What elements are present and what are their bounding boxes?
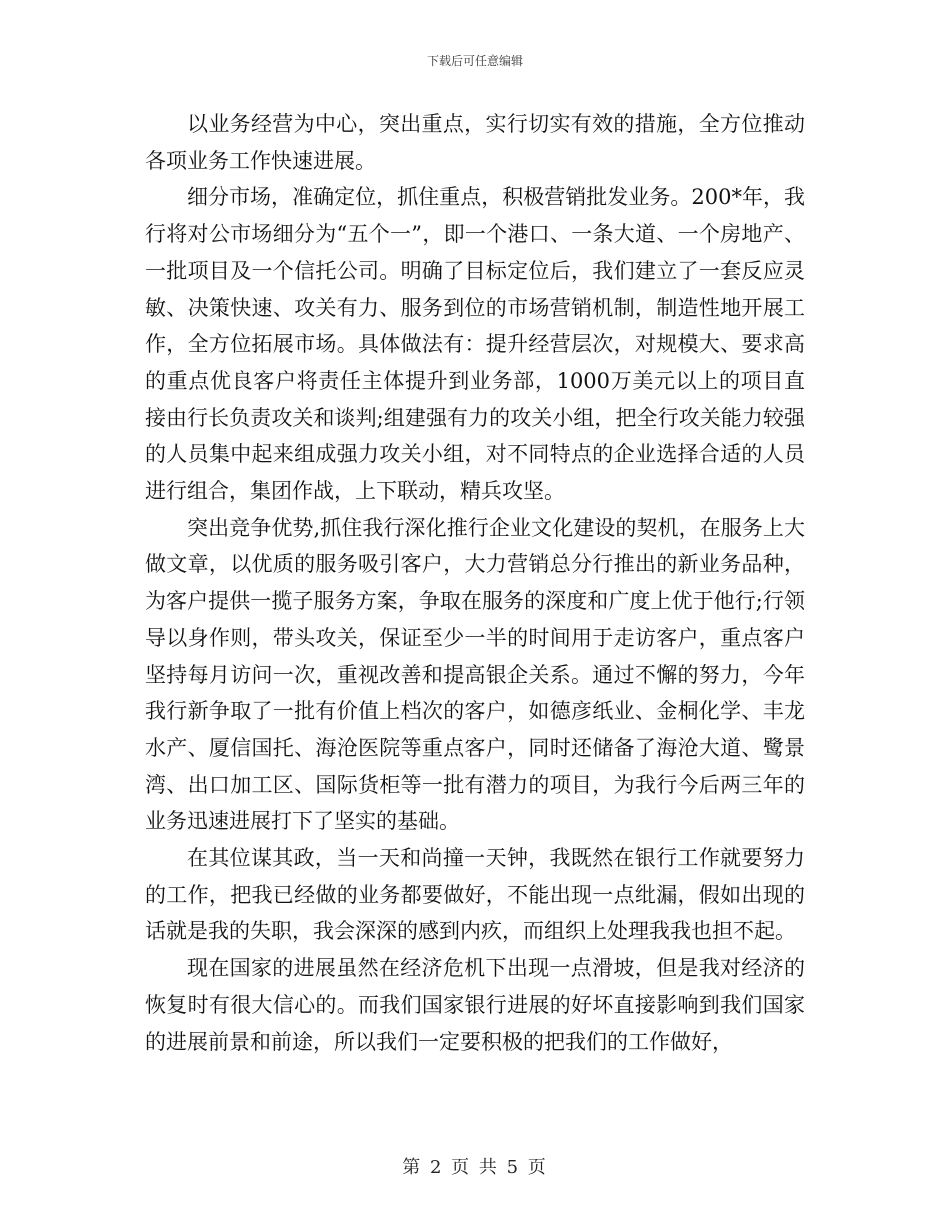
paragraph-3: 突出竞争优势,抓住我行深化推行企业文化建设的契机，在服务上大做文章，以优质的服务吸引客户，大力营销总分行推出的新业务品种，为客户提供一揽子服务方案，争取在服务的深度和广度上优于他行;行领导以身作则，带头攻关，保证至少一半的时间用于走访客户，重点客户坚持每月访问一次，重视改善和提高银企关系。通过不懈的努力，今年我行新争取了一批有价值上档次的客户，如德彦纸业、金桐化学、丰龙水产、厦信国托、海沧医院等重点客户，同时还储备了海沧大道、鹭景湾、出口加工区、国际货柜等一批有潜力的项目，为我行今后两三年的业务迅速进展打下了坚实的基础。: [145, 515, 805, 834]
page-number: 第 2 页 共 5 页: [402, 1157, 548, 1178]
paragraph-2: 细分市场，准确定位，抓住重点，积极营销批发业务。200*年，我行将对公市场细分为“五个一”，即一个港口、一条大道、一个房地产、一批项目及一个信托公司。明确了目标定位后，我们建立了一套反应灵敏、决策快速、攻关有力、服务到位的市场营销机制，制造性地开展工作，全方位拓展市场。具体做法有：提升经营层次，对规模大、要求高的重点优良客户将责任主体提升到业务部，1000万美元以上的项目直接由行长负责攻关和谈判;组建强有力的攻关小组，把全行攻关能力较强的人员集中起来组成强力攻关小组，对不同特点的企业选择合适的人员进行组合，集团作战，上下联动，精兵攻坚。: [145, 185, 805, 504]
paragraph-1: 以业务经营为中心，突出重点，实行切实有效的措施，全方位推动各项业务工作快速进展。: [145, 112, 805, 173]
document-body: [145, 106, 805, 1060]
paragraph-5: 现在国家的进展虽然在经济危机下出现一点滑坡，但是我对经济的恢复时有很大信心的。而我们国家银行进展的好坏直接影响到我们国家的进展前景和前途，所以我们一定要积极的把我们的工作做好，: [145, 956, 805, 1054]
paragraph-4: 在其位谋其政，当一天和尚撞一天钟，我既然在银行工作就要努力的工作，把我已经做的业务都要做好，不能出现一点纰漏，假如出现的话就是我的失职，我会深深的感到内疚，而组织上处理我我也担不起。: [145, 846, 805, 944]
page-header-note: 下载后可任意编辑: [426, 54, 523, 68]
